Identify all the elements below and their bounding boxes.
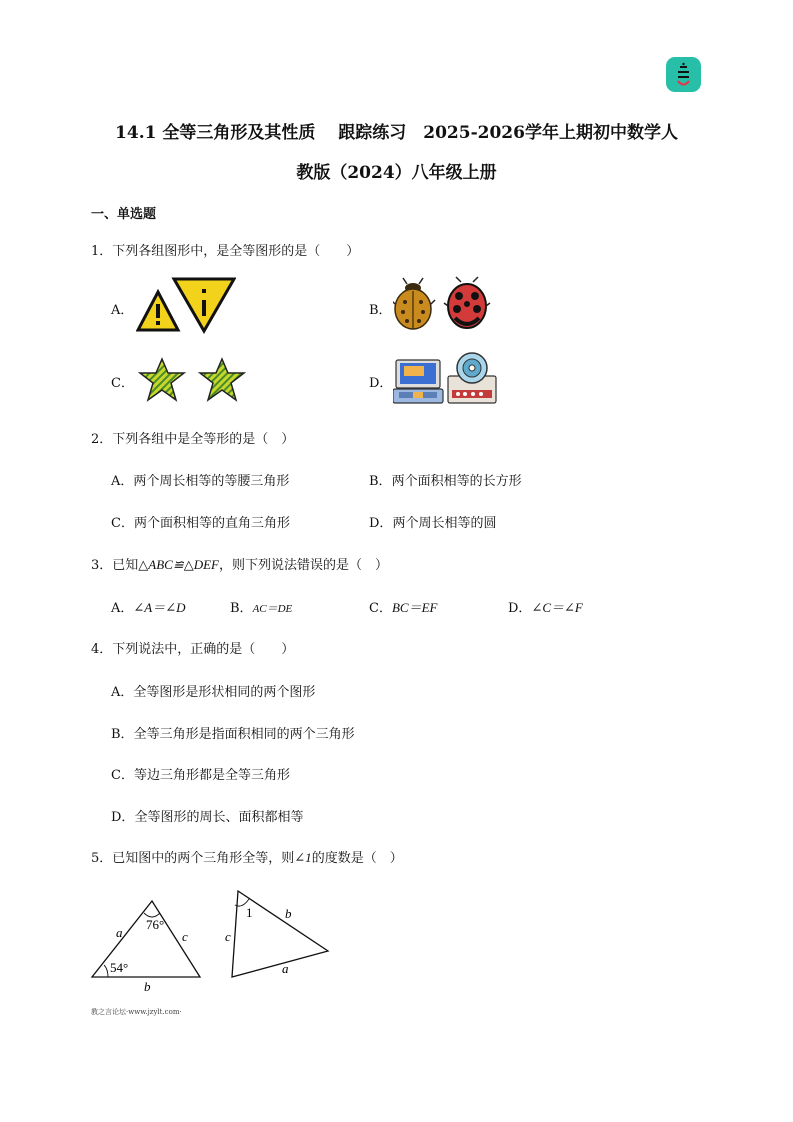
q3-option-d <box>508 597 583 616</box>
q2-option-b-text: 两个面积相等的长方形 <box>391 474 522 489</box>
q3-option-c-label: C． <box>369 601 392 616</box>
q4-option-a <box>111 681 315 700</box>
laptop-icon <box>393 360 443 403</box>
warning-triangle-inverted-icon <box>174 279 234 331</box>
left-side-b: b <box>144 979 151 994</box>
q2-option-d-label: D． <box>369 516 393 531</box>
question-1-stem: 1．下列各组图形中，是全等图形的是（ ） <box>91 244 360 259</box>
stars-figure <box>137 356 249 404</box>
question-2-stem: 2．下列各组中是全等形的是（ ） <box>91 432 295 447</box>
q3-option-d-label: D． <box>508 601 532 616</box>
app-logo-icon <box>666 57 701 92</box>
question-3-stem <box>91 554 388 573</box>
q2-option-c <box>111 512 290 531</box>
disc-player-icon <box>448 353 496 403</box>
q3-option-c <box>369 597 437 616</box>
left-triangle-left-angle-arc <box>104 965 108 977</box>
q3-option-d-math: ∠C＝∠F <box>531 600 583 615</box>
q3-option-c-math: BC＝EF <box>391 600 438 615</box>
right-triangle <box>225 891 328 977</box>
q4-option-d <box>111 806 303 825</box>
q5-stem-suffix: 的度数是（ ） <box>311 851 403 866</box>
app-logo <box>666 57 701 92</box>
q1-option-b-label: B． <box>369 303 392 318</box>
congruent-triangles-figure <box>86 885 336 995</box>
q5-stem-math: ∠1 <box>294 850 312 865</box>
q2-option-a-text: 两个周长相等的等腰三角形 <box>133 474 290 489</box>
left-angle-left: 54° <box>110 960 129 975</box>
q2-option-d <box>369 512 496 531</box>
left-side-c: c <box>182 929 188 944</box>
q3-option-b-math: AC＝DE <box>252 603 293 615</box>
right-side-b: b <box>285 906 292 921</box>
left-angle-top: 76° <box>146 917 165 932</box>
q2-option-c-text: 两个面积相等的直角三角形 <box>133 516 290 531</box>
q3-option-a-math: ∠A＝∠D <box>133 600 186 615</box>
q1-option-d-label: D． <box>369 376 393 391</box>
ladybug-left-icon <box>393 278 435 329</box>
left-side-a: a <box>116 925 123 940</box>
question-5-stem <box>91 847 403 866</box>
q4-option-c-text: 等边三角形都是全等三角形 <box>133 768 290 783</box>
ladybugs-figure <box>393 276 493 334</box>
q5-stem-prefix: 5．已知图中的两个三角形全等，则 <box>91 851 295 866</box>
q3-option-a-label: A． <box>111 601 134 616</box>
right-side-a: a <box>282 961 289 976</box>
q3-option-a <box>111 597 186 616</box>
page-title-line1: 14.1 全等三角形及其性质 跟踪练习 2025-2026学年上期初中数学人 <box>115 123 678 143</box>
q4-option-c <box>111 764 290 783</box>
computer-and-disc-figure <box>393 352 499 406</box>
q2-option-b <box>369 470 522 489</box>
ladybug-right-icon <box>444 277 490 328</box>
q4-option-d-label: D． <box>111 810 135 825</box>
q4-option-b-text: 全等三角形是指面积相同的两个三角形 <box>133 727 355 742</box>
question-4-stem: 4．下列说法中，正确的是（ ） <box>91 642 295 657</box>
q3-option-b-label: B． <box>230 601 253 616</box>
warning-triangle-small-icon <box>138 292 178 330</box>
q3-stem-math: △ABC≌△DEF <box>138 557 219 572</box>
page-title-line2: 教版（2024）八年级上册 <box>296 163 497 183</box>
q3-stem-prefix: 3．已知 <box>91 558 139 573</box>
q4-option-c-label: C． <box>111 768 134 783</box>
q2-option-a-label: A． <box>111 474 134 489</box>
q4-option-a-label: A． <box>111 685 134 700</box>
q4-option-b-label: B． <box>111 727 134 742</box>
q4-option-b <box>111 723 355 742</box>
footer-watermark: 教之言论坛·www.jzylt.com· <box>91 1008 182 1016</box>
left-triangle <box>92 901 200 994</box>
q4-option-a-text: 全等图形是形状相同的两个图形 <box>133 685 316 700</box>
q2-option-a <box>111 470 289 489</box>
section-title: 一、单选题 <box>91 207 157 222</box>
star-left-icon <box>140 359 184 400</box>
q3-stem-suffix: ，则下列说法错误的是（ ） <box>219 558 389 573</box>
star-right-icon <box>200 359 244 400</box>
q1-option-a-label: A． <box>111 303 134 318</box>
right-triangle-shape <box>232 891 328 977</box>
q4-option-d-text: 全等图形的周长、面积都相等 <box>134 810 304 825</box>
q2-option-b-label: B． <box>369 474 392 489</box>
right-side-c: c <box>225 929 231 944</box>
warning-triangles-figure <box>136 276 236 334</box>
q1-option-c-label: C． <box>111 376 134 391</box>
q3-option-b <box>230 597 292 616</box>
q2-option-c-label: C． <box>111 516 134 531</box>
q2-option-d-text: 两个周长相等的圆 <box>392 516 497 531</box>
right-angle-1: 1 <box>246 905 253 920</box>
